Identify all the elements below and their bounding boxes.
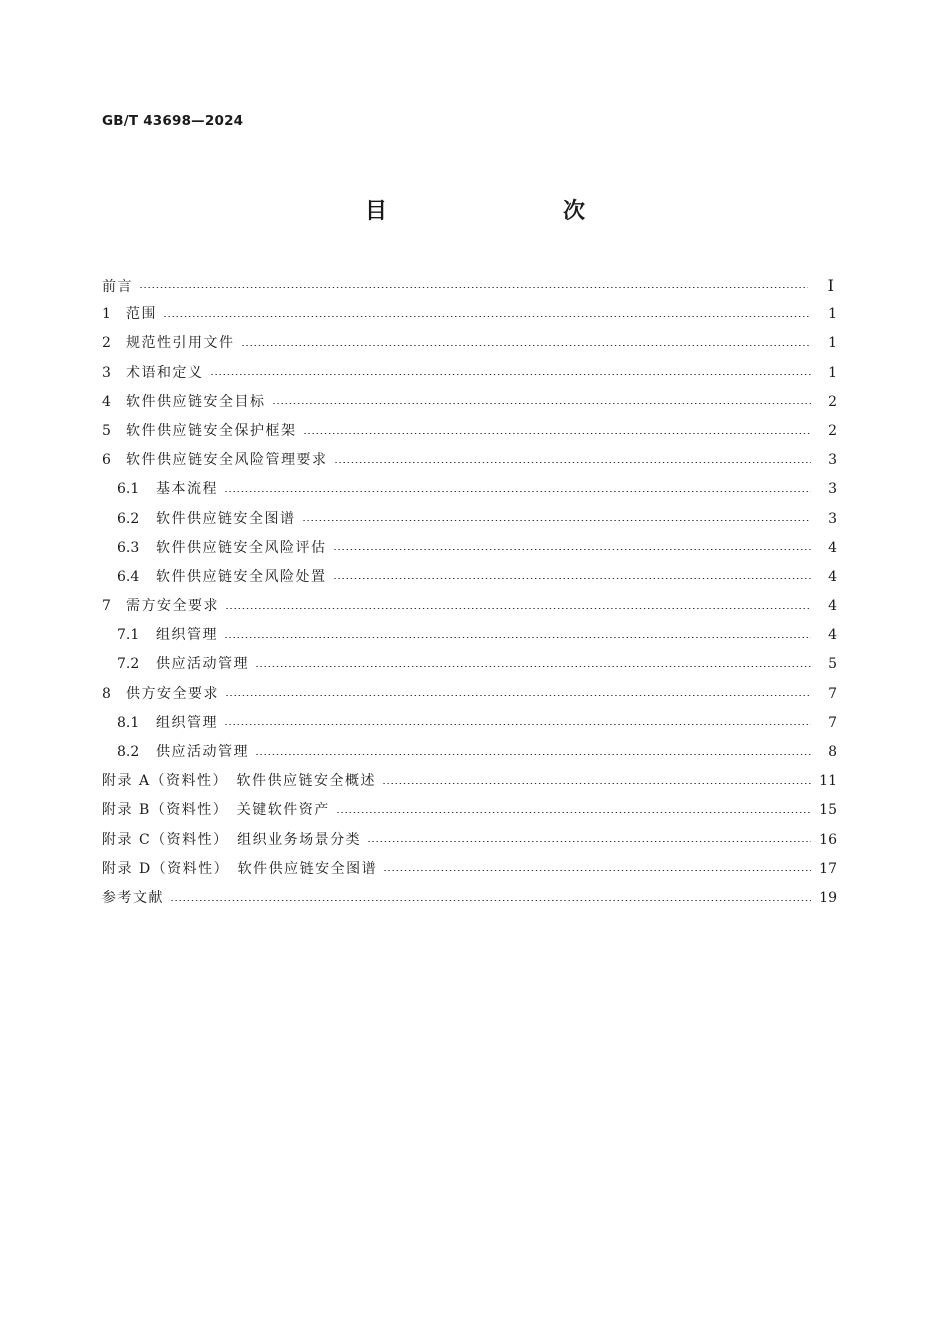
- toc-entry[interactable]: [102, 417, 837, 446]
- toc-entry[interactable]: [102, 563, 837, 592]
- toc-entry-page: 2: [828, 422, 837, 439]
- standard-code: GB/T 43698—2024: [102, 113, 244, 129]
- toc-entry-title: 附录 D（资料性） 软件供应链安全图谱: [102, 860, 378, 877]
- toc-entry-title: 软件供应链安全保护框架: [126, 422, 297, 439]
- toc-dot-leader: [224, 637, 811, 638]
- toc-dot-leader: [334, 462, 812, 463]
- toc-dot-leader: [170, 900, 811, 901]
- toc-dot-leader: [333, 549, 812, 550]
- toc-entry[interactable]: [102, 650, 837, 679]
- toc-entry-title: 组织管理: [156, 714, 218, 731]
- toc-entry-title: 软件供应链安全目标: [126, 393, 266, 410]
- toc-entry-number: 8: [102, 685, 111, 702]
- toc-entry-page: 4: [828, 627, 837, 644]
- toc-entry[interactable]: [102, 738, 837, 767]
- toc-dot-leader: [367, 841, 811, 842]
- toc-entry-page: 1: [828, 364, 837, 381]
- toc-entry-page: 2: [828, 393, 837, 410]
- toc-entry-title: 附录 C（资料性） 组织业务场景分类: [102, 831, 362, 848]
- toc-dot-leader: [336, 812, 811, 813]
- toc-entry-title: 组织管理: [156, 627, 218, 644]
- toc-entry[interactable]: [102, 621, 837, 650]
- toc-entry-title: 供方安全要求: [126, 685, 219, 702]
- toc-entry-page: 3: [828, 452, 837, 469]
- toc-dot-leader: [224, 491, 811, 492]
- toc-dot-leader: [272, 403, 812, 404]
- toc-dot-leader: [163, 316, 811, 317]
- toc-entry-page: 1: [828, 306, 837, 323]
- toc-entry-number: 6.4: [117, 568, 140, 585]
- toc-entry-page: 4: [828, 568, 837, 585]
- toc-entry-number: 8.1: [117, 714, 140, 731]
- toc-entry-page: 5: [828, 656, 837, 673]
- toc-dot-leader: [303, 433, 812, 434]
- toc-dot-leader: [383, 870, 811, 871]
- toc-entry[interactable]: [102, 446, 837, 475]
- toc-entry-title: 参考文献: [102, 889, 164, 906]
- toc-entry-number: 6.3: [117, 539, 140, 556]
- toc-dot-leader: [225, 695, 811, 696]
- toc-entry-title: 前言: [102, 279, 133, 295]
- toc-entry-page: 17: [819, 860, 837, 877]
- toc-entry[interactable]: [102, 388, 837, 417]
- toc-dot-leader: [302, 520, 812, 521]
- toc-entry-page: 4: [828, 539, 837, 556]
- toc-entry-title: 供应活动管理: [156, 744, 249, 760]
- toc-entry[interactable]: [102, 359, 837, 388]
- toc-entry-page: 19: [819, 889, 837, 906]
- toc-entry-page: I: [827, 276, 834, 295]
- toc-entry-page: 4: [828, 598, 837, 615]
- toc-entry[interactable]: [102, 505, 837, 534]
- toc-entry[interactable]: [102, 709, 837, 738]
- toc-entry-number: 5: [102, 422, 111, 439]
- toc-entry-page: 3: [828, 481, 837, 498]
- toc-entry-page: 7: [828, 714, 837, 731]
- toc-entry-number: 6.2: [117, 510, 140, 527]
- toc-dot-leader: [241, 345, 812, 346]
- toc-entry-number: 3: [102, 364, 111, 381]
- toc-entry-number: 1: [102, 306, 111, 323]
- toc-entry-title: 软件供应链安全风险评估: [156, 539, 327, 556]
- toc-entry-page: 11: [819, 773, 837, 790]
- toc-entry-page: 8: [828, 744, 837, 760]
- toc-entry[interactable]: [102, 271, 837, 300]
- toc-dot-leader: [210, 374, 812, 375]
- toc-entry-title: 基本流程: [156, 481, 218, 498]
- toc-dot-leader: [139, 287, 808, 288]
- toc-title: 目 次: [364, 199, 629, 224]
- toc-entry-title: 规范性引用文件: [126, 335, 235, 352]
- toc-entry-page: 1: [828, 335, 837, 352]
- toc-entry-number: 6.1: [117, 481, 140, 498]
- toc-entry-title: 软件供应链安全风险管理要求: [126, 452, 328, 469]
- toc-entry-title: 范围: [126, 306, 157, 323]
- toc-entry-page: 7: [828, 685, 837, 702]
- toc-dot-leader: [255, 754, 811, 755]
- toc-entry-number: 6: [102, 452, 111, 469]
- table-of-contents: [102, 271, 837, 913]
- toc-dot-leader: [382, 783, 811, 784]
- toc-dot-leader: [225, 608, 811, 609]
- toc-entry-title: 供应活动管理: [156, 656, 249, 673]
- toc-entry[interactable]: [102, 796, 837, 825]
- toc-entry[interactable]: [102, 475, 837, 504]
- toc-dot-leader: [333, 578, 812, 579]
- toc-entry[interactable]: [102, 592, 837, 621]
- toc-entry[interactable]: [102, 767, 837, 796]
- toc-entry-page: 16: [819, 831, 837, 848]
- toc-entry-title: 附录 B（资料性） 关键软件资产: [102, 802, 330, 819]
- toc-entry-number: 8.2: [117, 744, 140, 760]
- toc-entry[interactable]: [102, 680, 837, 709]
- toc-entry-title: 软件供应链安全风险处置: [156, 568, 327, 585]
- toc-entry-number: 2: [102, 335, 111, 352]
- toc-entry-number: 7.2: [117, 656, 140, 673]
- toc-entry-page: 3: [828, 510, 837, 527]
- toc-entry-page: 15: [819, 802, 837, 819]
- toc-entry-title: 软件供应链安全图谱: [156, 510, 296, 527]
- toc-entry-number: 4: [102, 393, 111, 410]
- toc-entry-number: 7.1: [117, 627, 140, 644]
- toc-dot-leader: [255, 666, 811, 667]
- toc-entry-title: 术语和定义: [126, 364, 204, 381]
- toc-entry[interactable]: [102, 300, 837, 329]
- toc-dot-leader: [224, 724, 811, 725]
- toc-entry-title: 需方安全要求: [126, 598, 219, 615]
- toc-entry[interactable]: [102, 329, 837, 358]
- toc-entry[interactable]: [102, 826, 837, 855]
- toc-entry-title: 附录 A（资料性） 软件供应链安全概述: [102, 773, 377, 790]
- toc-entry[interactable]: [102, 884, 837, 913]
- toc-entry[interactable]: [102, 855, 837, 884]
- toc-entry[interactable]: [102, 534, 837, 563]
- toc-entry-number: 7: [102, 598, 111, 615]
